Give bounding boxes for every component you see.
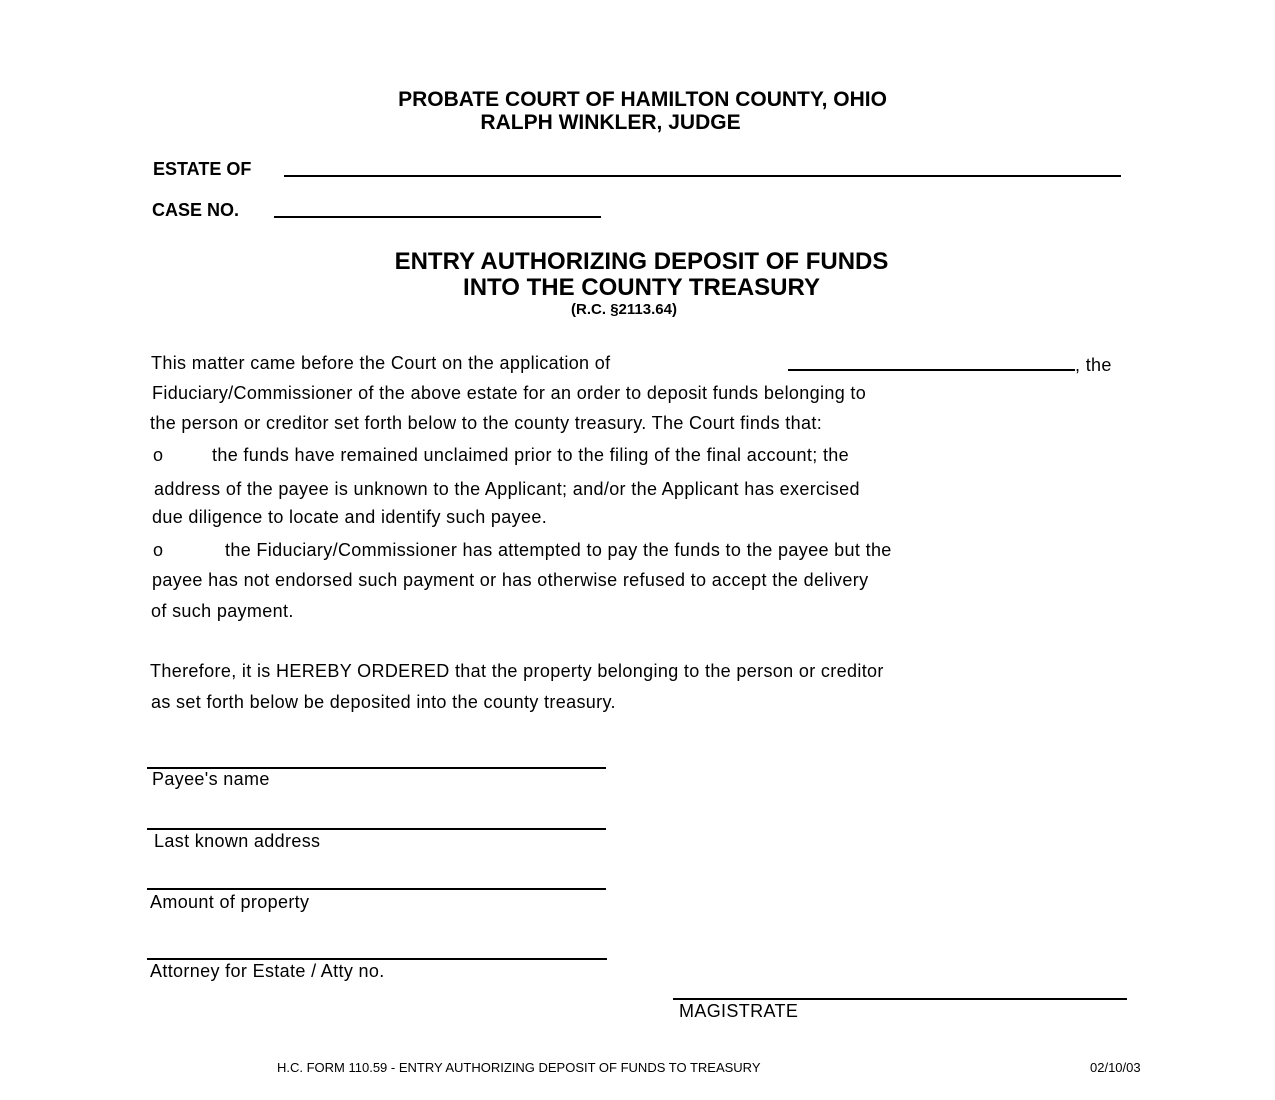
option-1-text: the funds have remained unclaimed prior to the filing of the final account; the xyxy=(212,445,850,465)
case-number-field[interactable] xyxy=(274,216,601,218)
body-line: the person or creditor set forth below to the county treasury. The Court finds that: xyxy=(150,413,823,433)
order-text: as set forth below be deposited into the county treasury. xyxy=(151,692,616,712)
form-title-line2: INTO THE COUNTY TREASURY xyxy=(463,274,820,301)
option-2-text: of such payment. xyxy=(151,601,294,621)
attorney-field[interactable] xyxy=(147,958,607,960)
magistrate-label: MAGISTRATE xyxy=(679,1001,799,1021)
form-title-line1: ENTRY AUTHORIZING DEPOSIT OF FUNDS xyxy=(394,248,889,275)
case-number-label: CASE NO. xyxy=(152,200,240,220)
option-2-text: the Fiduciary/Commissioner has attempted to pay the funds to the payee but the xyxy=(225,540,892,560)
payee-name-label: Payee's name xyxy=(152,769,270,789)
magistrate-signature-field[interactable] xyxy=(673,998,1127,1000)
option-2-text: payee has not endorsed such payment or has otherwise refused to accept the delivery xyxy=(152,570,869,590)
amount-label: Amount of property xyxy=(150,892,310,912)
amount-field[interactable] xyxy=(147,888,606,890)
body-intro-end: , the xyxy=(1075,355,1112,375)
attorney-label: Attorney for Estate / Atty no. xyxy=(150,961,385,981)
option-2-checkbox[interactable]: o xyxy=(153,540,164,560)
last-address-field[interactable] xyxy=(147,828,606,830)
statute-reference: (R.C. §2113.64) xyxy=(571,301,677,318)
form-date: 02/10/03 xyxy=(1090,1060,1141,1075)
estate-field[interactable] xyxy=(284,175,1121,177)
estate-label: ESTATE OF xyxy=(153,159,252,179)
body-line: Fiduciary/Commissioner of the above estate for an order to deposit funds belonging to xyxy=(152,383,867,403)
applicant-name-field[interactable] xyxy=(788,369,1075,371)
body-intro: This matter came before the Court on the application of xyxy=(151,353,611,373)
option-1-text: due diligence to locate and identify such payee. xyxy=(152,507,548,527)
option-1-checkbox[interactable]: o xyxy=(153,445,164,465)
last-address-label: Last known address xyxy=(154,831,321,851)
court-name: PROBATE COURT OF HAMILTON COUNTY, OHIO xyxy=(398,88,887,111)
form-number: H.C. FORM 110.59 - ENTRY AUTHORIZING DEPOSIT OF FUNDS TO TREASURY xyxy=(277,1060,761,1075)
option-1-text: address of the payee is unknown to the Applicant; and/or the Applicant has exercised xyxy=(154,479,860,499)
judge-name: RALPH WINKLER, JUDGE xyxy=(480,111,741,134)
order-text: Therefore, it is HEREBY ORDERED that the property belonging to the person or creditor xyxy=(150,661,884,681)
